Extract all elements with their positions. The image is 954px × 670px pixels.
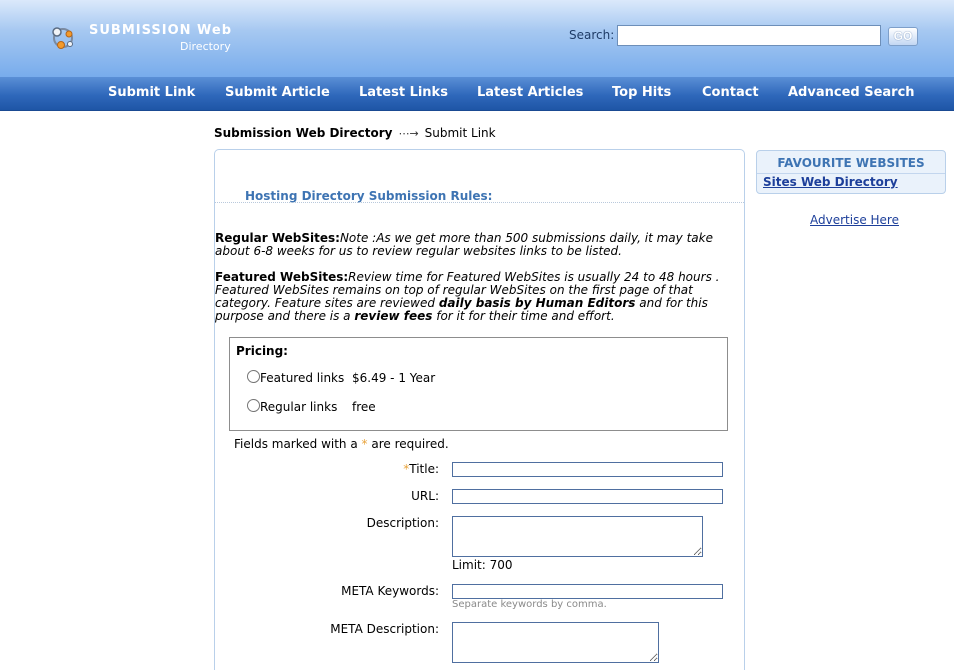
limit-value: 700 bbox=[489, 558, 513, 572]
regular-websites-rule bbox=[215, 232, 742, 258]
go-button[interactable]: GO bbox=[888, 27, 918, 46]
regular-links-label[interactable]: Regular links bbox=[260, 400, 338, 414]
breadcrumb-arrow-icon: ⋯→ bbox=[398, 127, 419, 140]
description-limit bbox=[452, 558, 513, 572]
url-label: URL: bbox=[411, 489, 439, 503]
pricing-title: Pricing: bbox=[236, 344, 288, 358]
nav-bar bbox=[0, 77, 954, 111]
meta-description-textarea[interactable] bbox=[452, 622, 659, 663]
required-note-before: Fields marked with a bbox=[234, 437, 358, 451]
description-label: Description: bbox=[366, 516, 439, 530]
featured-links-radio[interactable] bbox=[247, 370, 260, 383]
required-note-after: are required. bbox=[371, 437, 449, 451]
url-input[interactable] bbox=[452, 489, 723, 504]
nav-submit-link[interactable]: Submit Link bbox=[108, 85, 196, 100]
meta-keywords-input[interactable] bbox=[452, 584, 723, 599]
required-star-icon: * bbox=[361, 437, 368, 451]
rules-divider bbox=[215, 202, 744, 203]
featured-text-3: for it for their time and effort. bbox=[432, 309, 615, 323]
favourite-websites-title: FAVOURITE WEBSITES bbox=[777, 156, 925, 170]
featured-links-label[interactable]: Featured links bbox=[260, 371, 345, 385]
title-required-star: * bbox=[403, 462, 410, 476]
nav-top-hits[interactable]: Top Hits bbox=[612, 85, 672, 100]
featured-websites-label: Featured WebSites: bbox=[215, 270, 349, 284]
meta-keywords-hint: Separate keywords by comma. bbox=[452, 599, 607, 610]
logo-title[interactable]: SUBMISSION Web bbox=[89, 23, 233, 38]
featured-text-1: Review time for Featured WebSites is usually 24 to 48 hours . Featured WebSites remains on top of regular WebSites on the first page of that category. Feature sites are reviewed bbox=[215, 270, 720, 310]
featured-bold-1: daily basis by Human Editors bbox=[438, 296, 636, 310]
meta-keywords-label: META Keywords: bbox=[341, 584, 439, 598]
submission-panel bbox=[214, 149, 745, 670]
regular-links-radio[interactable] bbox=[247, 399, 260, 412]
limit-label: Limit: bbox=[452, 558, 486, 572]
meta-description-label: META Description: bbox=[330, 622, 439, 636]
logo-icon[interactable] bbox=[48, 23, 78, 53]
search-label: Search: bbox=[569, 28, 615, 42]
nav-submit-article[interactable]: Submit Article bbox=[225, 85, 330, 100]
title-input[interactable] bbox=[452, 462, 723, 477]
regular-websites-label: Regular WebSites: bbox=[215, 231, 340, 245]
regular-links-price: free bbox=[352, 400, 376, 414]
featured-text-2: and for this purpose and there is a bbox=[215, 296, 708, 323]
featured-links-price: $6.49 - 1 Year bbox=[352, 371, 436, 385]
favourite-websites-box bbox=[756, 150, 946, 194]
header bbox=[0, 0, 954, 77]
advertise-here-link[interactable]: Advertise Here bbox=[810, 213, 899, 227]
pricing-box bbox=[229, 337, 728, 431]
nav-contact[interactable]: Contact bbox=[702, 85, 759, 100]
breadcrumb-current: Submit Link bbox=[424, 126, 496, 140]
featured-bold-2: review fees bbox=[354, 309, 433, 323]
description-textarea[interactable] bbox=[452, 516, 703, 557]
title-label-text: Title: bbox=[409, 462, 439, 476]
breadcrumb-home[interactable]: Submission Web Directory bbox=[214, 126, 393, 140]
search-input[interactable] bbox=[617, 25, 881, 46]
logo-subtitle: Directory bbox=[180, 40, 231, 53]
favourite-websites-divider bbox=[757, 173, 945, 174]
breadcrumb bbox=[214, 126, 496, 140]
regular-websites-text: Note :As we get more than 500 submissions daily, it may take about 6-8 weeks for us to review regular websites links to be listed. bbox=[215, 231, 713, 258]
nav-latest-articles[interactable]: Latest Articles bbox=[477, 85, 584, 100]
required-note bbox=[234, 437, 449, 451]
favourite-website-link[interactable]: Sites Web Directory bbox=[763, 175, 898, 189]
nav-latest-links[interactable]: Latest Links bbox=[359, 85, 448, 100]
featured-websites-rule bbox=[215, 271, 742, 323]
rules-title: Hosting Directory Submission Rules: bbox=[245, 189, 493, 203]
nav-advanced-search[interactable]: Advanced Search bbox=[788, 85, 915, 100]
title-label bbox=[299, 462, 439, 476]
